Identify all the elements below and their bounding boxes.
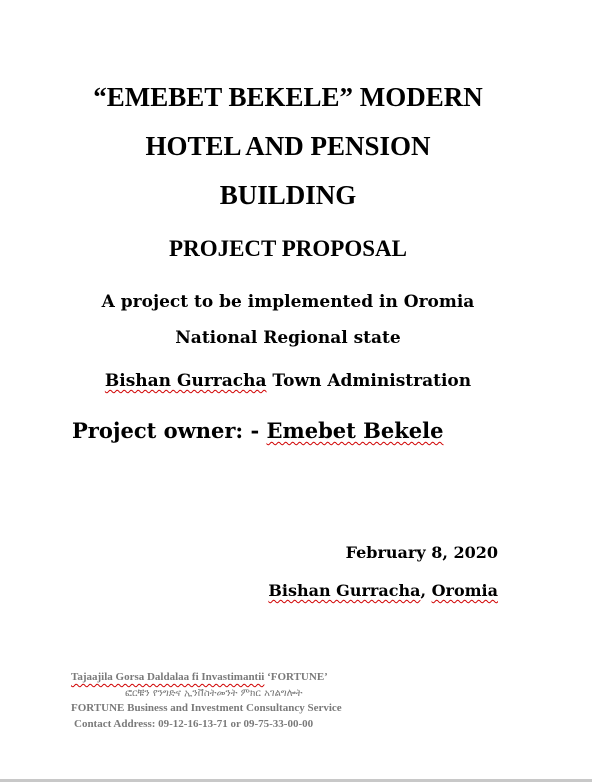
title-line-2: HOTEL AND PENSION [145, 131, 431, 161]
implementation-statement [40, 284, 536, 356]
footer-line-1 [71, 670, 342, 686]
footer-contact: Contact Address: 09-12-16-13-71 or 09-75-33-00-00 [74, 717, 314, 730]
document-title [40, 73, 536, 220]
owner-label: Project owner: - [72, 418, 267, 443]
implementation-line-1: A project to be implemented in Oromia [101, 292, 475, 312]
place-region: Oromia [431, 581, 498, 600]
place-city: Bishan Gurracha [268, 581, 421, 600]
footer-english-name: FORTUNE Business and Investment Consultancy Service [71, 702, 342, 714]
administration-line [40, 371, 536, 391]
footer-fortune-tag: ‘FORTUNE’ [264, 671, 328, 683]
proposal-heading: PROJECT PROPOSAL [169, 236, 407, 261]
administration-suffix: Town Administration [272, 371, 472, 391]
title-line-1: “EMEBET BEKELE” MODERN [93, 82, 483, 112]
proposal-date: February 8, 2020 [345, 543, 498, 562]
project-owner [72, 418, 444, 443]
implementation-line-2: National Regional state [175, 328, 401, 348]
footer-amharic-name: ፎርቹን የንግድና ኢንቨስትመንት ምክር አገልግሎት [125, 687, 303, 699]
administration-name: Bishan Gurracha [104, 371, 267, 391]
footer-oromo-name: Tajaajila Gorsa Daldalaa fi Invastimantii [71, 671, 265, 683]
owner-name: Emebet Bekele [266, 418, 444, 443]
title-line-3: BUILDING [219, 180, 357, 210]
consultancy-footer [71, 670, 342, 732]
proposal-place [268, 581, 498, 600]
place-separator: , [420, 581, 432, 600]
